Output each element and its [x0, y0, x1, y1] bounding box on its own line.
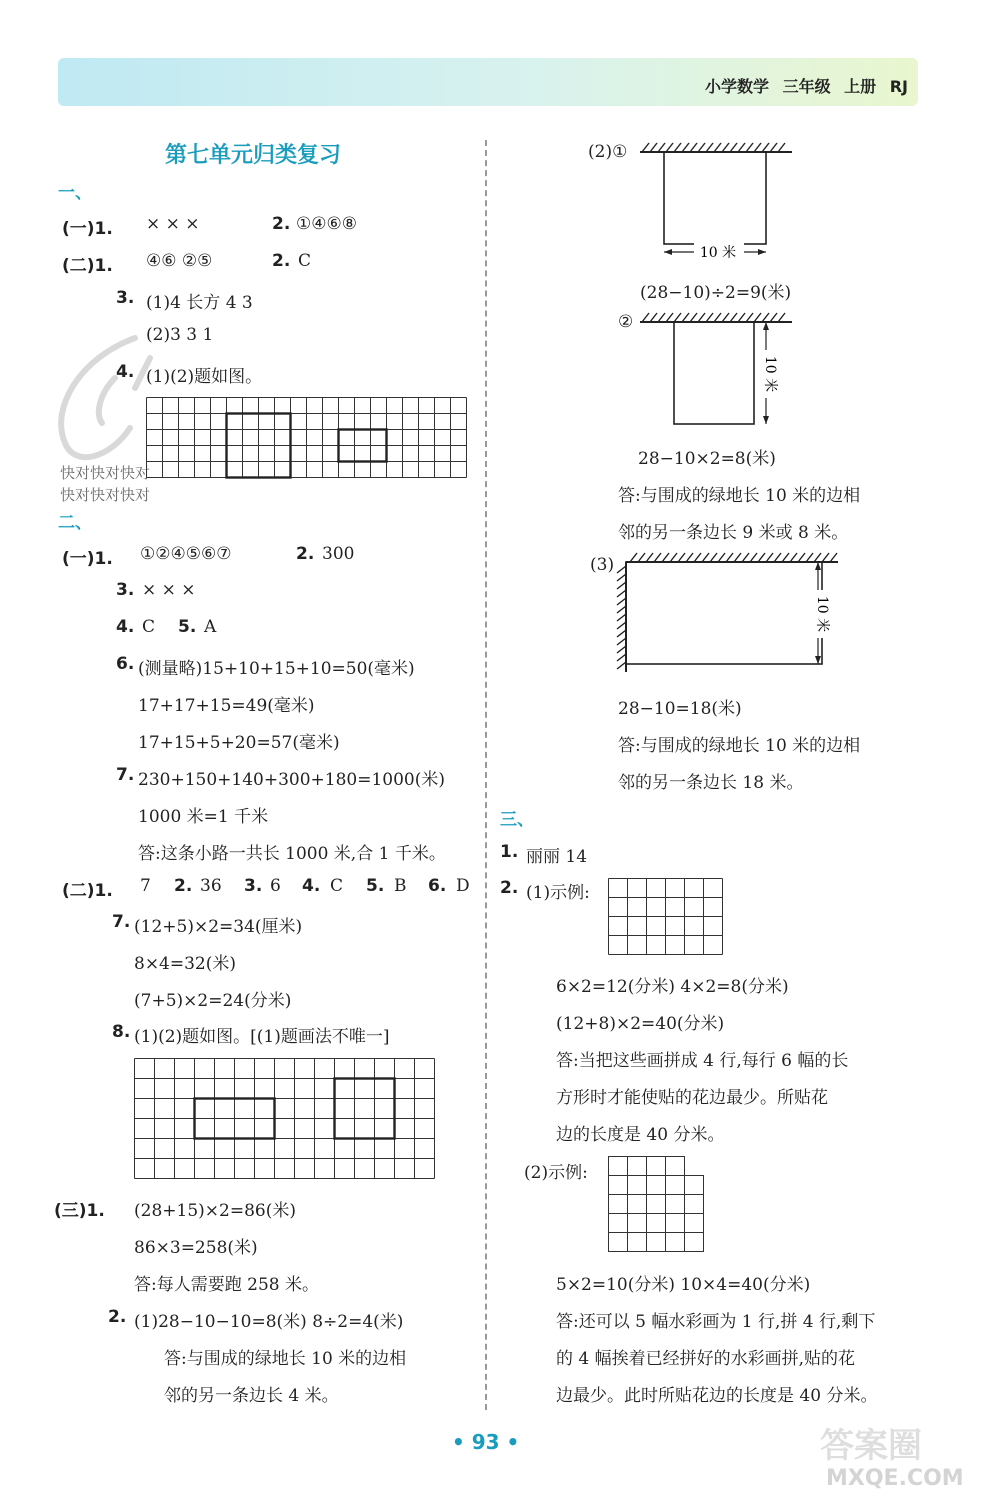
p4-text: (1)28−10−10=8(米) 8÷2=4(米)	[134, 1312, 404, 1332]
n4-text: (7+5)×2=24(分米)	[134, 991, 292, 1011]
wall-hatch	[722, 313, 729, 322]
wall-hatch	[678, 553, 685, 562]
wall-hatch	[726, 553, 733, 562]
wall-hatch	[650, 143, 657, 152]
n1-l5: 5.	[366, 876, 385, 896]
grid-cell	[609, 1176, 628, 1195]
n1-b: 36	[200, 876, 222, 896]
wall-hatch	[714, 143, 721, 152]
section-2-heading: 二、	[58, 513, 92, 533]
n1-l3: 3.	[244, 876, 263, 896]
wall-hatch	[642, 143, 649, 152]
n1-l6: 6.	[428, 876, 447, 896]
wall-hatch	[617, 622, 626, 629]
m1-label2: 2.	[296, 544, 315, 564]
wall-hatch	[690, 313, 697, 322]
m8-text: 1000 米=1 千米	[138, 807, 269, 827]
m3-label2: 5.	[178, 617, 197, 637]
wall-hatch	[746, 143, 753, 152]
wall-hatch	[730, 143, 737, 152]
n2-text: (12+5)×2=34(厘米)	[134, 917, 303, 937]
watermark-line2: 快对快对快对	[60, 486, 151, 504]
column-divider	[485, 140, 487, 1410]
r8-text: 28−10=18(米)	[618, 699, 742, 719]
s8-text: (2)示例:	[524, 1163, 588, 1183]
s10-text: 答:还可以 5 幅水彩画为 1 行,拼 4 行,剩下	[556, 1312, 876, 1332]
l1-label2: 2.	[272, 214, 291, 234]
n1-c: 6	[270, 876, 281, 896]
s3-text: 6×2=12(分米) 4×2=8(分米)	[556, 977, 789, 997]
wall-hatch	[617, 606, 626, 613]
wall-hatch	[762, 313, 769, 322]
s9-text: 5×2=10(分米) 10×4=40(分米)	[556, 1275, 811, 1295]
fig3-label: 10 米	[814, 595, 830, 633]
wall-hatch	[790, 553, 797, 562]
wall-hatch	[806, 553, 813, 562]
l2-text2: C	[298, 251, 312, 271]
wall-hatch	[638, 553, 645, 562]
m1-label: (一)1.	[62, 549, 113, 569]
wall-hatch	[722, 143, 729, 152]
l3-text: (1)4 长方 4 3	[146, 293, 253, 313]
s1-text: 丽丽 14	[526, 847, 588, 867]
wall-hatch	[617, 662, 626, 669]
grid-cell	[609, 1157, 628, 1176]
wall-hatch	[662, 553, 669, 562]
section-3-heading: 三、	[500, 810, 534, 830]
wall-hatch	[642, 313, 649, 322]
wall-hatch	[774, 553, 781, 562]
example-grid-1	[608, 878, 724, 956]
m7-label: 7.	[116, 765, 135, 785]
n1-l2: 2.	[174, 876, 193, 896]
fence-figure-1	[636, 140, 796, 270]
wall-hatch	[706, 143, 713, 152]
wall-hatch	[698, 143, 705, 152]
wall-hatch	[690, 143, 697, 152]
grid-cell	[628, 1176, 647, 1195]
wall-hatch	[617, 590, 626, 597]
n2-label: 7.	[112, 912, 131, 932]
grid-cell	[628, 1233, 647, 1252]
wall-hatch	[617, 614, 626, 621]
m2-label: 3.	[116, 580, 135, 600]
wall-hatch	[742, 553, 749, 562]
p2-text: 86×3=258(米)	[134, 1238, 258, 1258]
r1-text: (2)①	[588, 142, 628, 162]
s12-text: 边最少。此时所贴花边的长度是 40 分米。	[556, 1386, 878, 1406]
l4-text: (2)3 3 1	[146, 325, 214, 345]
wall-hatch	[682, 313, 689, 322]
r3-text: ②	[618, 312, 634, 332]
wall-hatch	[782, 553, 789, 562]
wall-hatch	[617, 646, 626, 653]
l2-label: (二)1.	[62, 256, 113, 276]
r9-text: 答:与围成的绿地长 10 米的边相	[618, 736, 861, 756]
n1-l4: 4.	[302, 876, 321, 896]
fig2-label: 10 米	[762, 355, 778, 393]
wall-hatch	[766, 553, 773, 562]
wall-hatch	[694, 553, 701, 562]
grid-cell	[685, 1214, 704, 1233]
wall-hatch	[714, 313, 721, 322]
wall-hatch	[617, 630, 626, 637]
wall-hatch	[770, 313, 777, 322]
r2-text: (28−10)÷2=9(米)	[640, 283, 792, 303]
wall-hatch	[658, 313, 665, 322]
s5-text: 答:当把这些画拼成 4 行,每行 6 幅的长	[556, 1051, 849, 1071]
s1-label: 1.	[500, 842, 519, 862]
fig1-label: 10 米	[699, 245, 737, 261]
grid-cell	[685, 1195, 704, 1214]
grid-cell	[609, 1214, 628, 1233]
m4-text: (测量略)15+10+15+10=50(毫米)	[138, 659, 415, 679]
wall-hatch	[666, 313, 673, 322]
wall-hatch	[730, 313, 737, 322]
wall-hatch	[617, 654, 626, 661]
m4-label: 6.	[116, 654, 135, 674]
wall-hatch	[617, 598, 626, 605]
grid-cell	[666, 1233, 685, 1252]
grid-cell	[647, 1157, 666, 1176]
l1-text: × × ×	[146, 214, 200, 234]
l2-label2: 2.	[272, 251, 291, 271]
wall-hatch	[670, 553, 677, 562]
m5-text: 17+17+15=49(毫米)	[138, 696, 315, 716]
grid-cell	[666, 1157, 685, 1176]
watermark-line1: 快对快对快对	[60, 464, 151, 482]
wall-hatch	[738, 143, 745, 152]
grid-cell	[628, 1214, 647, 1233]
m3-text2: A	[204, 617, 217, 637]
wall-hatch	[710, 553, 717, 562]
s4-text: (12+8)×2=40(分米)	[556, 1014, 725, 1034]
p4-label: 2.	[108, 1307, 127, 1327]
wall-hatch	[617, 582, 626, 589]
wall-hatch	[762, 143, 769, 152]
wall-hatch	[830, 553, 837, 562]
wall-hatch	[650, 313, 657, 322]
m3-label: 4.	[116, 617, 135, 637]
wall-hatch	[822, 553, 829, 562]
r7-text: (3)	[590, 555, 615, 575]
p3-text: 答:每人需要跑 258 米。	[134, 1275, 319, 1295]
grid-cell	[647, 1195, 666, 1214]
s6-text: 方形时才能使贴的花边最少。所贴花	[556, 1088, 828, 1108]
n1-e: B	[394, 876, 407, 896]
n1-label: (二)1.	[62, 881, 113, 901]
wall-hatch	[778, 143, 785, 152]
wall-hatch	[750, 553, 757, 562]
n5-label: 8.	[112, 1022, 131, 1042]
wall-hatch	[746, 313, 753, 322]
l1-label: (一)1.	[62, 219, 113, 239]
grid-cell	[666, 1176, 685, 1195]
wall-hatch	[702, 553, 709, 562]
grid-cell	[609, 1195, 628, 1214]
wall-hatch	[674, 313, 681, 322]
wall-hatch	[758, 553, 765, 562]
section-1-heading: 一、	[58, 183, 92, 203]
fence-figure-2	[636, 310, 796, 430]
n1-a: 7	[140, 876, 151, 896]
wall-hatch	[617, 574, 626, 581]
wall-hatch	[666, 143, 673, 152]
wall-hatch	[686, 553, 693, 562]
answer-grid-2	[134, 1058, 436, 1178]
n1-d: C	[330, 876, 344, 896]
fence-figure-3	[612, 546, 842, 676]
m1-text2: 300	[322, 544, 355, 564]
wall-hatch	[738, 313, 745, 322]
grid-cell	[685, 1233, 704, 1252]
wall-hatch	[646, 553, 653, 562]
wall-hatch	[754, 143, 761, 152]
m3-text: C	[142, 617, 156, 637]
wall-hatch	[654, 553, 661, 562]
r6-text: 邻的另一条边长 9 米或 8 米。	[618, 523, 849, 543]
wall-hatch	[718, 553, 725, 562]
grid-cell	[666, 1214, 685, 1233]
wall-hatch	[617, 566, 626, 573]
answer-grid-1	[146, 397, 468, 477]
m1-text: ①②④⑤⑥⑦	[140, 544, 232, 564]
wall-hatch	[682, 143, 689, 152]
m6-text: 17+15+5+20=57(毫米)	[138, 733, 340, 753]
l1-text2: ①④⑥⑧	[296, 214, 357, 234]
r4-text: 28−10×2=8(米)	[638, 449, 776, 469]
page-title: 第七单元归类复习	[165, 143, 342, 168]
wall-hatch	[617, 638, 626, 645]
wall-hatch	[698, 313, 705, 322]
wall-hatch	[706, 313, 713, 322]
header-text: 小学数学 三年级 上册 RJ	[705, 77, 908, 96]
m2-text: × × ×	[142, 580, 196, 600]
n1-f: D	[456, 876, 470, 896]
grid-cell	[666, 1195, 685, 1214]
watermark-site: MXQE.COM	[826, 1466, 964, 1491]
wall-hatch	[798, 553, 805, 562]
grid-cell	[647, 1214, 666, 1233]
l2-text: ④⑥ ②⑤	[146, 251, 213, 271]
l3-label: 3.	[116, 288, 135, 308]
n5-text: (1)(2)题如图。[(1)题画法不唯一]	[134, 1027, 390, 1047]
s2-text: (1)示例:	[526, 883, 590, 903]
p1-label: (三)1.	[54, 1201, 105, 1221]
grid-cell	[647, 1176, 666, 1195]
wall-hatch	[778, 313, 785, 322]
wall-hatch	[674, 143, 681, 152]
wall-hatch	[770, 143, 777, 152]
m9-text: 答:这条小路一共长 1000 米,合 1 千米。	[138, 844, 446, 864]
drawn-rectangle	[335, 1079, 395, 1139]
wall-hatch	[734, 553, 741, 562]
wall-hatch	[630, 553, 637, 562]
grid-cell	[628, 1157, 647, 1176]
wall-hatch	[754, 313, 761, 322]
s11-text: 的 4 幅挨着已经拼好的水彩画拼,贴的花	[556, 1349, 856, 1369]
grid-cell	[609, 1233, 628, 1252]
s2-label: 2.	[500, 878, 519, 898]
l5-label: 4.	[116, 362, 135, 382]
grid-cell	[685, 1176, 704, 1195]
wall-hatch	[658, 143, 665, 152]
p6-text: 邻的另一条边长 4 米。	[164, 1386, 339, 1406]
m7-text: 230+150+140+300+180=1000(米)	[138, 770, 445, 790]
watermark-logo-text: 答案圈	[820, 1426, 922, 1466]
wall-hatch	[814, 553, 821, 562]
p5-text: 答:与围成的绿地长 10 米的边相	[164, 1349, 407, 1369]
example-grid-2	[608, 1156, 704, 1253]
grid-cell	[628, 1195, 647, 1214]
p1-text: (28+15)×2=86(米)	[134, 1201, 296, 1221]
s7-text: 边的长度是 40 分米。	[556, 1125, 725, 1145]
r10-text: 邻的另一条边长 18 米。	[618, 773, 804, 793]
page-number: • 93 •	[452, 1430, 520, 1454]
l5-text: (1)(2)题如图。	[146, 367, 263, 387]
n3-text: 8×4=32(米)	[134, 954, 237, 974]
r5-text: 答:与围成的绿地长 10 米的边相	[618, 486, 861, 506]
grid-cell	[647, 1233, 666, 1252]
